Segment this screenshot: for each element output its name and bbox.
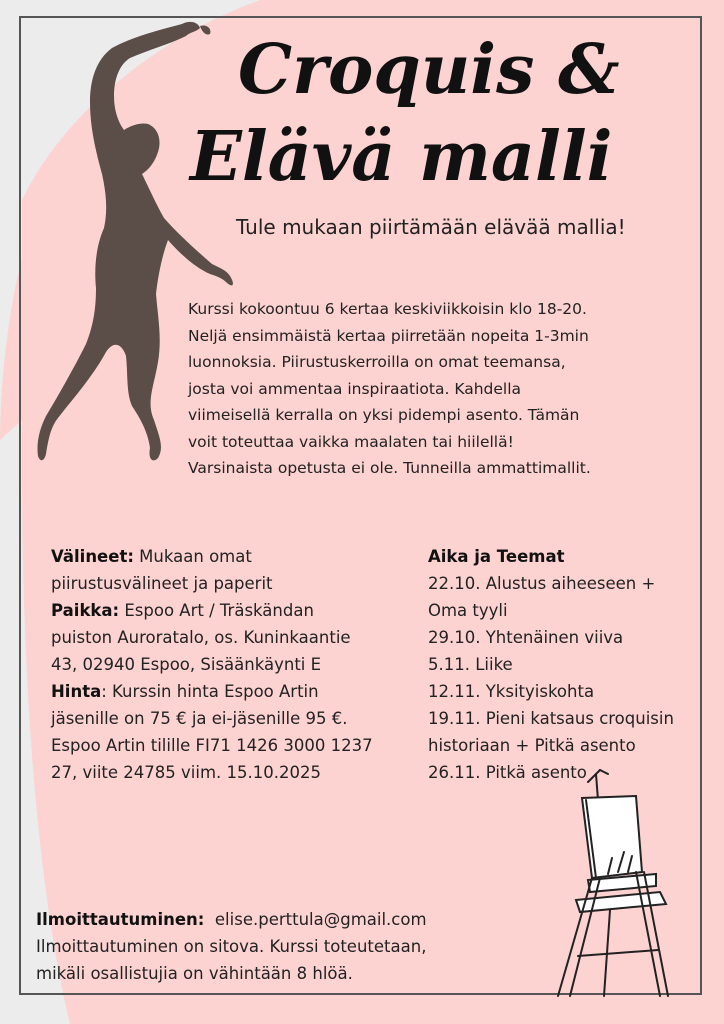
schedule-line: 19.11. Pieni katsaus croquisin	[428, 709, 674, 728]
intro-line: Kurssi kokoontuu 6 kertaa keskiviikkoisin klo 18-20.	[188, 300, 587, 318]
hinta-text-4: 27, viite 24785 viim. 15.10.2025	[51, 763, 321, 782]
schedule-line: 5.11. Liike	[428, 655, 513, 674]
title-line-1: Croquis &	[238, 30, 620, 110]
intro-line: Neljä ensimmäistä kertaa piirretään nopeita 1-3min	[188, 326, 589, 345]
schedule-line: 26.11. Pitkä asento	[428, 763, 587, 782]
paikka-text-3: 43, 02940 Espoo, Sisäänkäynti E	[51, 655, 322, 674]
intro-paragraph	[188, 296, 688, 482]
subtitle: Tule mukaan piirtämään elävää mallia!	[236, 215, 626, 239]
hinta-text: : Kurssin hinta Espoo Artin	[101, 682, 319, 701]
paikka-text-2: puiston Auroratalo, os. Kuninkaantie	[51, 628, 351, 647]
hinta-text-3: Espoo Artin tilille FI71 1426 3000 1237	[51, 736, 373, 755]
paikka-text: Espoo Art / Träskändan	[119, 601, 314, 620]
intro-line: luonnoksia. Piirustuskerroilla on omat teemansa,	[188, 353, 566, 371]
valineet-row	[51, 543, 411, 570]
schedule-line: 22.10. Alustus aiheeseen +	[428, 574, 656, 593]
registration-label: Ilmoittautuminen:	[36, 910, 205, 929]
course-details	[51, 543, 411, 786]
registration-row	[36, 906, 427, 933]
intro-line: voit toteuttaa vaikka maalaten tai hiilellä!	[188, 432, 514, 451]
registration-line-2: Ilmoittautuminen on sitova. Kurssi toteutetaan,	[36, 937, 427, 956]
schedule	[428, 543, 698, 786]
hinta-label: Hinta	[51, 682, 102, 701]
intro-line: josta voi ammentaa inspiraatiota. Kahdella	[188, 379, 522, 398]
schedule-line: historiaan + Pitkä asento	[428, 736, 636, 755]
valineet-text-2: piirustusvälineet ja paperit	[51, 574, 273, 593]
schedule-line: Oma tyyli	[428, 601, 508, 620]
valineet-label: Välineet:	[51, 547, 134, 566]
schedule-line: 12.11. Yksityiskohta	[428, 682, 595, 701]
hinta-text-2: jäsenille on 75 € ja ei-jäsenille 95 €.	[51, 709, 348, 728]
easel-illustration	[548, 760, 678, 1000]
valineet-text: Mukaan omat	[133, 547, 252, 566]
schedule-heading: Aika ja Teemat	[428, 547, 565, 566]
paikka-label: Paikka:	[51, 601, 120, 620]
registration-section	[36, 906, 427, 987]
registration-email[interactable]: elise.perttula@gmail.com	[214, 910, 427, 929]
hinta-row	[51, 678, 411, 705]
paikka-row	[51, 597, 411, 624]
registration-line-3: mikäli osallistujia on vähintään 8 hlöä.	[36, 964, 353, 983]
intro-line: viimeisellä kerralla on yksi pidempi asento. Tämän	[188, 406, 580, 424]
schedule-line: 29.10. Yhtenäinen viiva	[428, 628, 624, 647]
intro-line: Varsinaista opetusta ei ole. Tunneilla ammattimallit.	[188, 459, 591, 477]
title-line-2: Elävä malli	[190, 117, 613, 197]
